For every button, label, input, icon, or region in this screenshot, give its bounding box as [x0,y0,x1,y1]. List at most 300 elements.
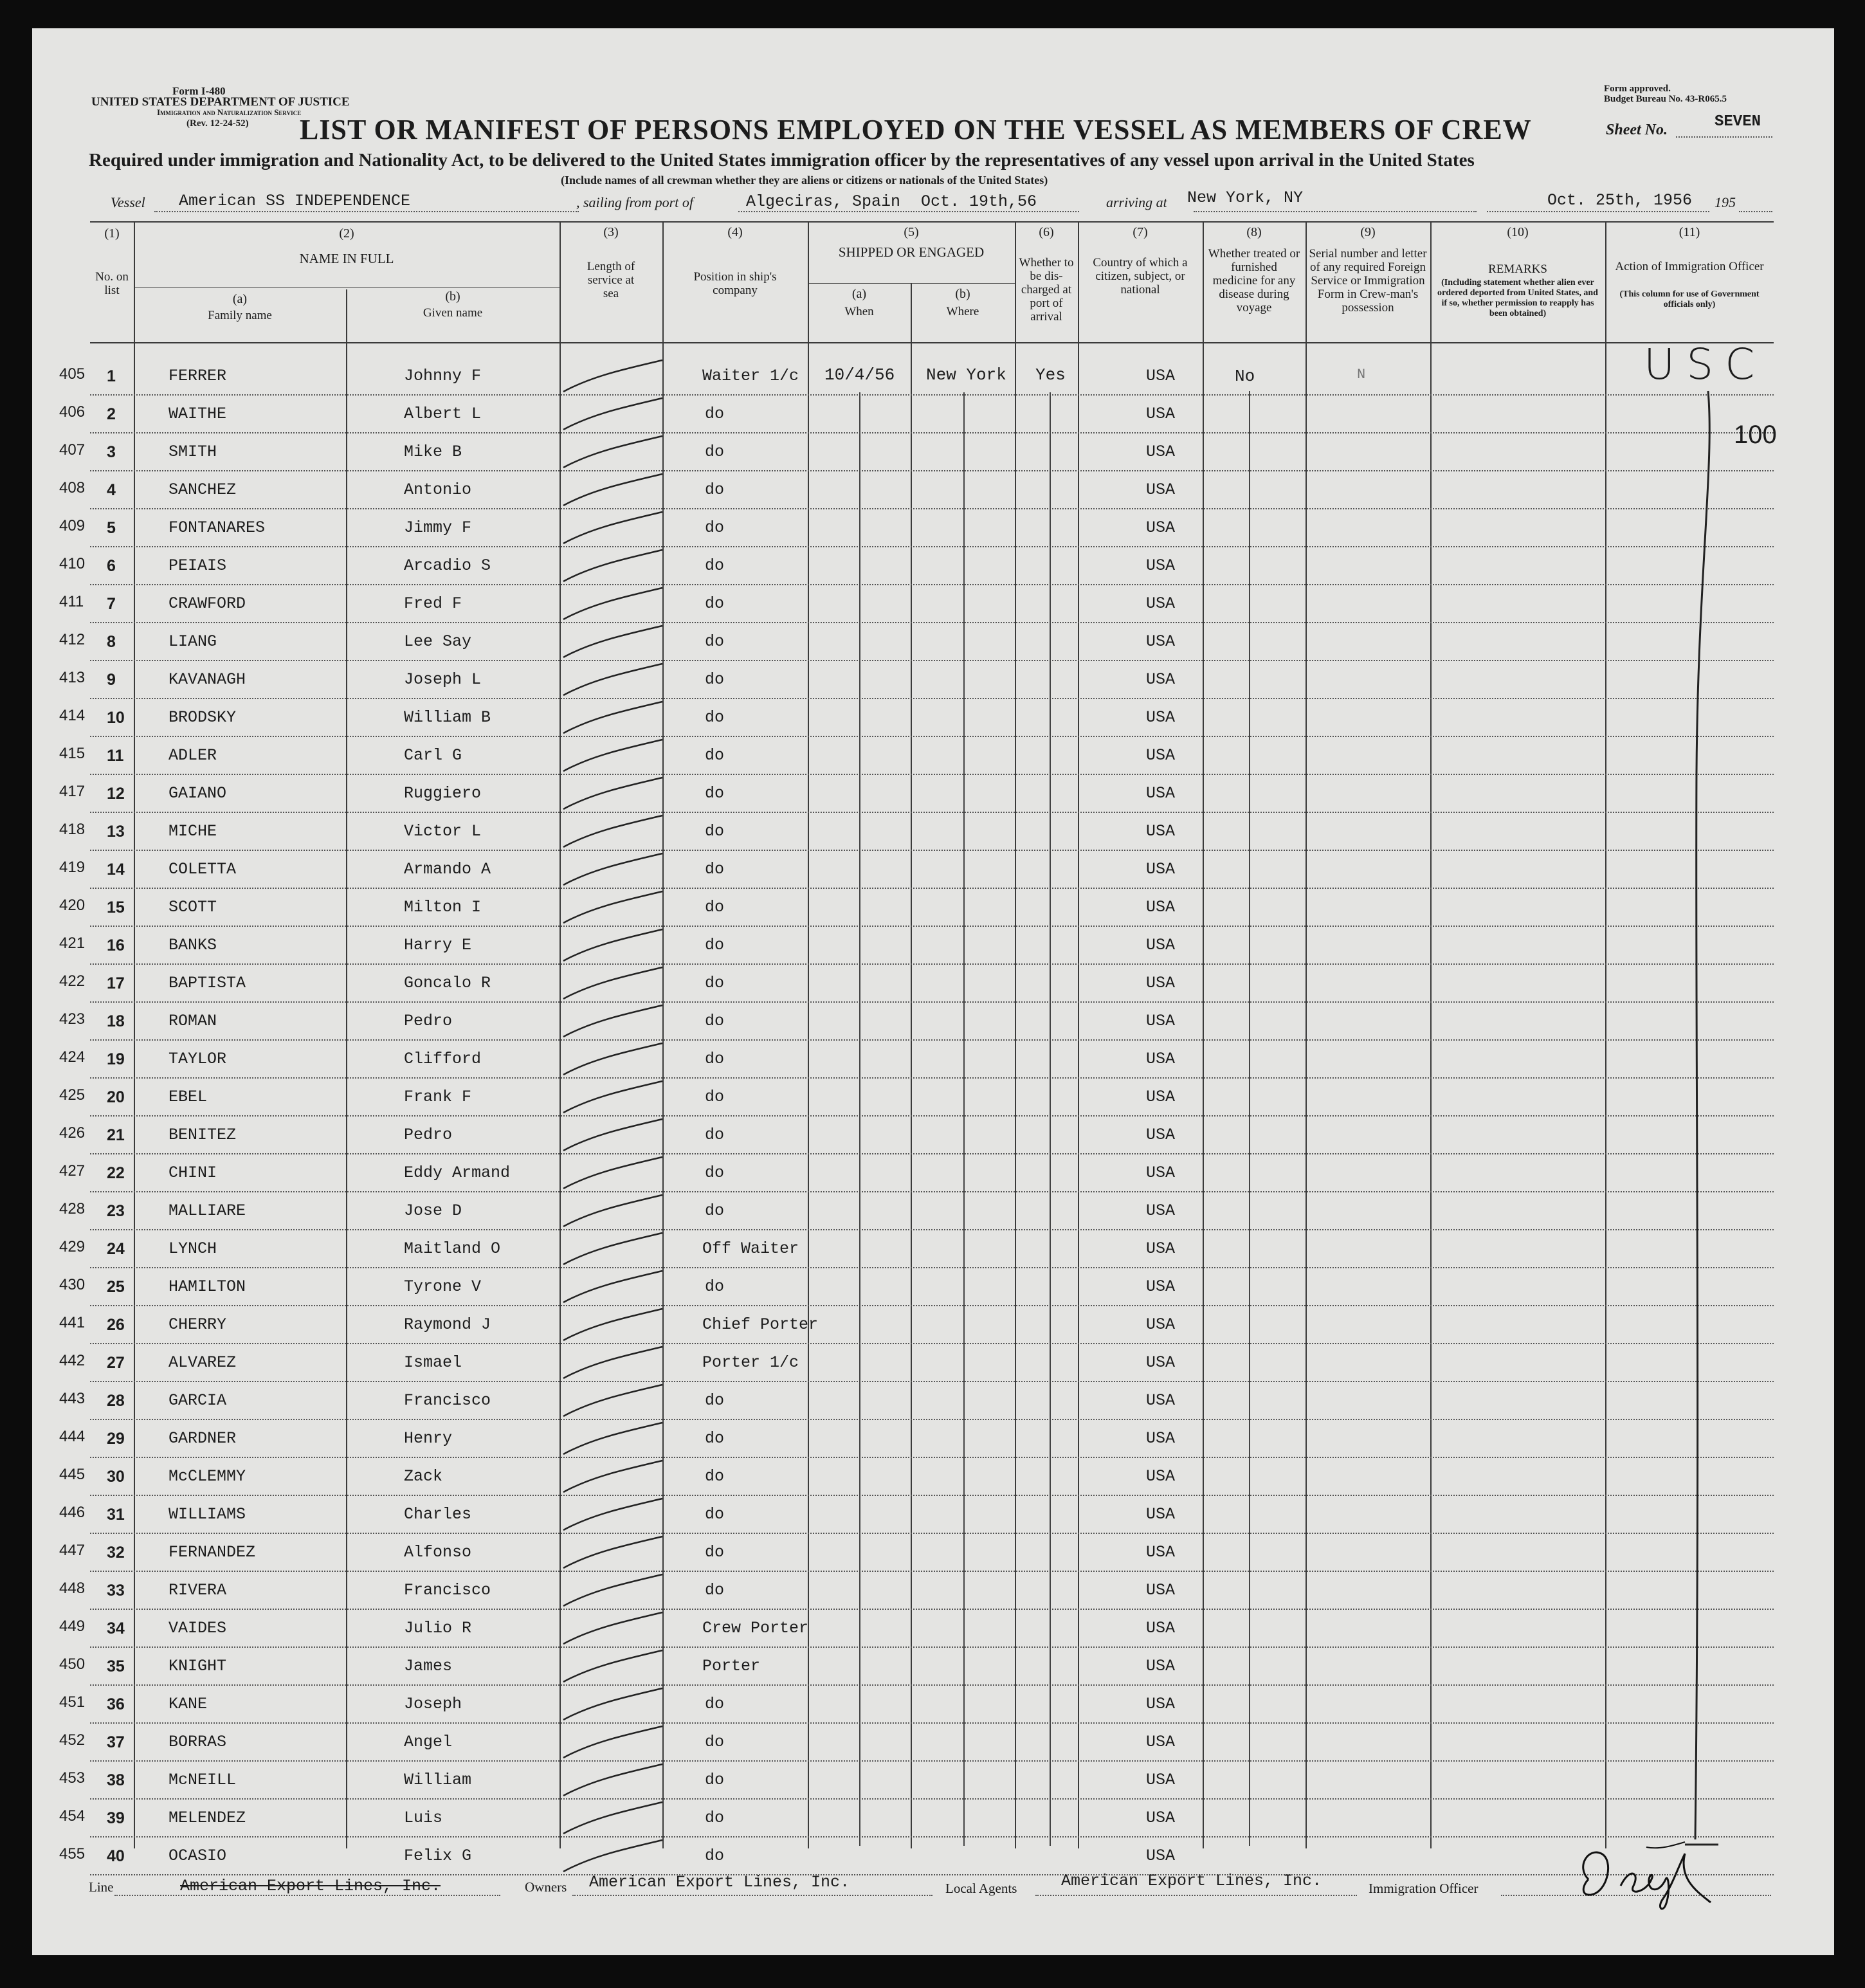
row-given-name: Francisco [404,1581,491,1600]
row-family-name: BORRAS [168,1733,227,1751]
row-country: USA [1146,594,1176,613]
length-of-service-slash [560,1344,665,1382]
row-country: USA [1146,1581,1176,1600]
row-serial-number: 448 [59,1580,86,1597]
row-position: do [705,1429,725,1448]
row-given-name: Carl G [404,746,462,765]
row-list-number: 27 [107,1354,125,1372]
row-family-name: VAIDES [168,1619,227,1637]
row-given-name: Johnny F [404,367,482,385]
sheet-number-value: SEVEN [1715,113,1761,131]
row-list-number: 24 [107,1240,125,1258]
row-family-name: McCLEMMY [168,1467,246,1486]
length-of-service-slash [560,775,665,813]
row-country: USA [1146,1733,1176,1751]
row-position: Off Waiter [702,1239,799,1258]
row-serial-number: 418 [59,821,86,838]
row-list-number: 32 [107,1544,125,1562]
shipped-when-value: 10/4/56 [824,365,895,385]
row-family-name: WAITHE [168,405,227,423]
row-list-number: 1 [107,367,116,385]
row-serial-number: 412 [59,631,86,648]
row-serial-number: 444 [59,1428,86,1445]
table-row [0,1382,1865,1420]
column-header-position: Position in ship's company [693,270,777,297]
row-given-name: Luis [404,1809,443,1827]
length-of-service-slash [560,1458,665,1496]
row-given-name: Jimmy F [404,518,472,537]
row-family-name: COLETTA [168,860,237,879]
length-of-service-slash [560,1686,665,1724]
row-country: USA [1146,405,1176,423]
length-of-service-slash [560,358,665,396]
column-header-serial-number: Serial number and letter of any required Foreign Service or Immigration Form in Crew-man's possession [1309,247,1427,315]
row-given-name: Clifford [404,1050,482,1068]
column-7-number: (7) [1133,225,1148,239]
owners-label: Owners [525,1879,567,1895]
row-country: USA [1146,1657,1176,1675]
table-row [0,851,1865,889]
line-value: American Export Lines, Inc. [180,1877,441,1895]
row-family-name: FONTANARES [168,518,266,537]
row-position: do [705,442,725,461]
row-family-name: KANE [168,1695,208,1713]
remarks-instruction: (Including statement whether alien ever ordered deported from United States, and if so, whether permission to reapply has been obtained) [1437,278,1598,318]
row-given-name: Pedro [404,1012,453,1030]
length-of-service-slash [560,1079,665,1117]
row-given-name: Francisco [404,1391,491,1410]
row-list-number: 18 [107,1012,125,1030]
row-serial-number: 411 [59,593,84,610]
row-serial-number: 407 [59,441,86,459]
column-11-number: (11) [1678,225,1700,239]
row-given-name: Eddy Armand [404,1163,511,1182]
length-of-service-slash [560,1534,665,1572]
row-given-name: Tyrone V [404,1277,482,1296]
table-row [0,1458,1865,1496]
row-serial-number: 420 [59,897,86,914]
row-given-name: Joseph [404,1695,462,1713]
row-family-name: BRODSKY [168,708,237,727]
row-list-number: 36 [107,1695,125,1713]
table-row [0,737,1865,775]
row-position: do [705,1126,725,1144]
row-serial-number: 450 [59,1655,86,1673]
length-of-service-slash [560,737,665,775]
row-given-name: Harry E [404,936,472,954]
row-country: USA [1146,1467,1176,1486]
row-family-name: OCASIO [168,1847,227,1865]
row-family-name: CHINI [168,1163,217,1182]
table-row [0,1420,1865,1458]
length-of-service-slash [560,1496,665,1534]
row-serial-number: 422 [59,972,86,990]
row-country: USA [1146,1088,1176,1106]
column-header-discharged: Whether to be dis-charged at port of arrival [1019,256,1074,324]
line-label: Line [89,1879,114,1895]
row-list-number: 30 [107,1468,125,1486]
length-of-service-slash [560,1268,665,1306]
row-position: do [705,1163,725,1182]
row-country: USA [1146,1391,1176,1410]
row-list-number: 26 [107,1316,125,1334]
row-serial-number: 452 [59,1731,86,1749]
row-given-name: Jose D [404,1201,462,1220]
row-given-name: Maitland O [404,1239,501,1258]
row-serial-number: 428 [59,1200,86,1217]
row-position: do [705,1050,725,1068]
row-country: USA [1146,1163,1176,1182]
row-serial-number: 425 [59,1086,86,1104]
document-title: LIST OR MANIFEST OF PERSONS EMPLOYED ON THE VESSEL AS MEMBERS OF CREW [300,114,1532,145]
table-row [0,1041,1865,1079]
row-serial-number: 419 [59,859,86,876]
table-row [0,433,1865,471]
owners-value: American Export Lines, Inc. [589,1873,850,1892]
row-serial-number: 455 [59,1845,86,1863]
length-of-service-slash [560,1041,665,1079]
row-family-name: WILLIAMS [168,1505,246,1524]
column-5b-number: (b) [955,287,970,301]
row-position: do [705,1467,725,1486]
table-row [0,1800,1865,1838]
table-row [0,1344,1865,1382]
arrival-port: New York, NY [1187,188,1304,207]
row-list-number: 10 [107,709,125,727]
row-position: do [705,1543,725,1562]
row-serial-number: 417 [59,783,86,800]
service-name: Immigration and Naturalization Service [157,107,302,117]
row-position: do [705,1505,725,1524]
length-of-service-slash [560,433,665,471]
row-given-name: Milton I [404,898,482,916]
row-position: do [705,594,725,613]
row-serial-number: 443 [59,1390,86,1407]
row-serial-number: 413 [59,669,86,686]
row-country: USA [1146,1012,1176,1030]
row-serial-number: 423 [59,1010,86,1028]
row-position: do [705,670,725,689]
row-position: Porter 1/c [702,1353,799,1372]
row-family-name: GARCIA [168,1391,227,1410]
row-position: do [705,405,725,423]
row-country: USA [1146,708,1176,727]
row-country: USA [1146,1201,1176,1220]
row-list-number: 13 [107,823,125,841]
ditto-line-medicine [1249,391,1250,1846]
table-row [0,965,1865,1003]
column-header-length-of-service: Length of service at sea [587,260,635,300]
ditto-line-where [963,392,965,1846]
document-subtitle: Required under immigration and Nationality Act, to be delivered to the United States immigration officer by the representatives of any vessel upon arrival in the United States [89,150,1475,170]
row-family-name: CHERRY [168,1315,227,1334]
table-row [0,1306,1865,1344]
length-of-service-slash [560,396,665,433]
row-position: Waiter 1/c [702,367,799,385]
row-country: USA [1146,1429,1176,1448]
length-of-service-slash [560,1800,665,1838]
row-given-name: William [404,1771,472,1789]
row-list-number: 34 [107,1619,125,1637]
row-family-name: FERNANDEZ [168,1543,256,1562]
row-country: USA [1146,367,1176,385]
length-of-service-slash [560,1306,665,1344]
discharged-value: Yes [1035,365,1066,385]
length-of-service-slash [560,1230,665,1268]
row-country: USA [1146,1771,1176,1789]
table-row [0,547,1865,585]
row-list-number: 12 [107,785,125,803]
row-country: USA [1146,936,1176,954]
table-row [0,775,1865,813]
row-position: do [705,784,725,803]
table-row [0,1724,1865,1762]
row-list-number: 40 [107,1847,125,1865]
row-family-name: BENITEZ [168,1126,237,1144]
row-list-number: 11 [107,747,124,765]
medicine-value: No [1235,367,1255,386]
table-row [0,1534,1865,1572]
column-header-list-number: No. on list [95,270,129,297]
row-list-number: 8 [107,633,116,651]
row-list-number: 16 [107,936,125,954]
row-family-name: BAPTISTA [168,974,246,992]
row-serial-number: 426 [59,1124,86,1142]
length-of-service-slash [560,1192,665,1230]
row-family-name: MELENDEZ [168,1809,246,1827]
row-serial-number: 408 [59,479,86,497]
row-given-name: Joseph L [404,670,482,689]
length-of-service-slash [560,889,665,927]
row-country: USA [1146,898,1176,916]
row-family-name: ADLER [168,746,217,765]
row-family-name: LYNCH [168,1239,217,1258]
row-list-number: 22 [107,1164,125,1182]
row-given-name: Ismael [404,1353,462,1372]
table-row [0,1496,1865,1534]
arrival-date: Oct. 25th, 1956 [1547,191,1693,210]
row-given-name: Fred F [404,594,462,613]
row-position: do [705,1391,725,1410]
row-family-name: SCOTT [168,898,217,916]
row-list-number: 9 [107,671,116,689]
form-approved: Form approved. [1604,84,1671,94]
row-list-number: 37 [107,1733,125,1751]
length-of-service-slash [560,585,665,623]
row-given-name: Ruggiero [404,784,482,803]
departure-port: Algeciras, Spain [746,192,901,211]
length-of-service-slash [560,509,665,547]
length-of-service-slash [560,1003,665,1041]
row-list-number: 6 [107,557,116,575]
row-serial-number: 453 [59,1769,86,1787]
length-of-service-slash [560,1838,665,1875]
length-of-service-slash [560,1610,665,1648]
column-4-number: (4) [727,225,743,239]
local-agents-value: American Export Lines, Inc. [1061,1872,1322,1890]
table-top-rule [90,221,1774,223]
form-revision: (Rev. 12-24-52) [186,118,249,129]
row-country: USA [1146,974,1176,992]
row-list-number: 3 [107,443,116,461]
row-serial-number: 449 [59,1618,86,1635]
row-country: USA [1146,1505,1176,1524]
row-country: USA [1146,632,1176,651]
length-of-service-slash [560,699,665,737]
row-given-name: Angel [404,1733,453,1751]
table-row [0,1762,1865,1800]
row-given-name: Felix G [404,1847,472,1865]
row-list-number: 7 [107,595,116,613]
length-of-service-slash [560,1382,665,1420]
row-position: do [705,860,725,879]
row-family-name: CRAWFORD [168,594,246,613]
length-of-service-slash [560,471,665,509]
row-list-number: 2 [107,405,116,423]
row-country: USA [1146,1353,1176,1372]
column-header-where: Where [946,305,979,318]
row-serial-number: 410 [59,555,86,572]
row-list-number: 21 [107,1126,125,1144]
row-family-name: MICHE [168,822,217,841]
vessel-name: American SS INDEPENDENCE [179,192,411,210]
sheet-number-label: Sheet No. [1606,122,1668,138]
row-country: USA [1146,442,1176,461]
column-5a-number: (a) [851,287,867,301]
row-position: do [705,632,725,651]
row-family-name: RIVERA [168,1581,227,1600]
row-country: USA [1146,1126,1176,1144]
shipped-where-value: New York [926,365,1006,385]
column-header-immigration-action: Action of Immigration Officer [1615,260,1764,273]
row-list-number: 25 [107,1278,125,1296]
row-given-name: Pedro [404,1126,453,1144]
column-6-number: (6) [1039,225,1054,239]
table-row [0,661,1865,699]
form-number: Form I-480 [172,85,226,97]
row-serial-number: 409 [59,517,86,534]
arriving-label: arriving at [1106,194,1167,210]
column-5-number: (5) [904,225,919,239]
row-serial-number: 446 [59,1504,86,1521]
ditto-line-when [859,392,860,1846]
row-list-number: 20 [107,1088,125,1106]
length-of-service-slash [560,1724,665,1762]
row-position: Crew Porter [702,1619,809,1637]
usc-annotation: USC [1644,340,1767,389]
length-of-service-slash [560,1762,665,1800]
department-name: UNITED STATES DEPARTMENT OF JUSTICE [91,95,350,109]
table-row [0,623,1865,661]
row-given-name: Zack [404,1467,443,1486]
row-position: do [705,1277,725,1296]
row-serial-number: 445 [59,1466,86,1483]
column-2-number: (2) [339,226,354,241]
row-family-name: PEIAIS [168,556,227,575]
row-position: do [705,1581,725,1600]
length-of-service-slash [560,813,665,851]
row-position: Chief Porter [702,1315,819,1334]
row-serial-number: 427 [59,1162,86,1180]
row-position: do [705,708,725,727]
row-position: do [705,480,725,499]
column-1-number: (1) [104,226,120,241]
table-row [0,1230,1865,1268]
departure-date: Oct. 19th,56 [921,192,1037,211]
row-given-name: Alfonso [404,1543,472,1562]
table-row [0,1192,1865,1230]
row-serial-number: 405 [59,365,86,383]
length-of-service-slash [560,1154,665,1192]
row-country: USA [1146,480,1176,499]
sheet-number-line [1676,136,1772,138]
row-country: USA [1146,860,1176,879]
row-serial-number: 442 [59,1352,86,1369]
table-row [0,1268,1865,1306]
column-8-number: (8) [1246,225,1262,239]
count-annotation: 100 [1734,421,1777,449]
year-suffix: 195 [1715,194,1736,210]
column-header-country: Country of which a citizen, subject, or national [1093,256,1188,296]
column-header-remarks: REMARKS [1488,262,1547,276]
row-given-name: William B [404,708,491,727]
row-list-number: 39 [107,1809,125,1827]
row-family-name: KAVANAGH [168,670,246,689]
row-position: do [705,518,725,537]
table-row [0,889,1865,927]
table-row [0,1610,1865,1648]
row-family-name: ALVAREZ [168,1353,237,1372]
row-list-number: 33 [107,1582,125,1600]
row-position: do [705,974,725,992]
length-of-service-slash [560,1117,665,1154]
row-serial-number: 414 [59,707,86,724]
table-row [0,813,1865,851]
serial-mark: N [1357,367,1366,383]
column-2a-number: (a) [232,292,248,306]
bracket-pen-stroke [1672,386,1749,1865]
row-country: USA [1146,784,1176,803]
row-given-name: Armando A [404,860,491,879]
row-country: USA [1146,746,1176,765]
row-serial-number: 451 [59,1693,86,1711]
length-of-service-slash [560,851,665,889]
row-given-name: Lee Say [404,632,472,651]
row-position: do [705,1847,725,1865]
row-list-number: 19 [107,1050,125,1068]
row-list-number: 35 [107,1657,125,1675]
row-family-name: FERRER [168,367,227,385]
row-given-name: Albert L [404,405,482,423]
row-given-name: Antonio [404,480,472,499]
row-serial-number: 429 [59,1238,86,1255]
row-country: USA [1146,822,1176,841]
column-2b-number: (b) [445,289,460,304]
row-country: USA [1146,670,1176,689]
row-list-number: 14 [107,861,125,879]
table-row [0,1117,1865,1154]
row-serial-number: 421 [59,935,86,952]
row-family-name: KNIGHT [168,1657,227,1675]
row-position: do [705,898,725,916]
column-header-shipped-or-engaged: SHIPPED OR ENGAGED [838,244,985,260]
officer-signature [1569,1841,1724,1918]
ditto-line-discharged [1050,392,1051,1846]
row-list-number: 17 [107,974,125,992]
table-row [0,1648,1865,1686]
row-serial-number: 441 [59,1314,86,1331]
row-family-name: HAMILTON [168,1277,246,1296]
